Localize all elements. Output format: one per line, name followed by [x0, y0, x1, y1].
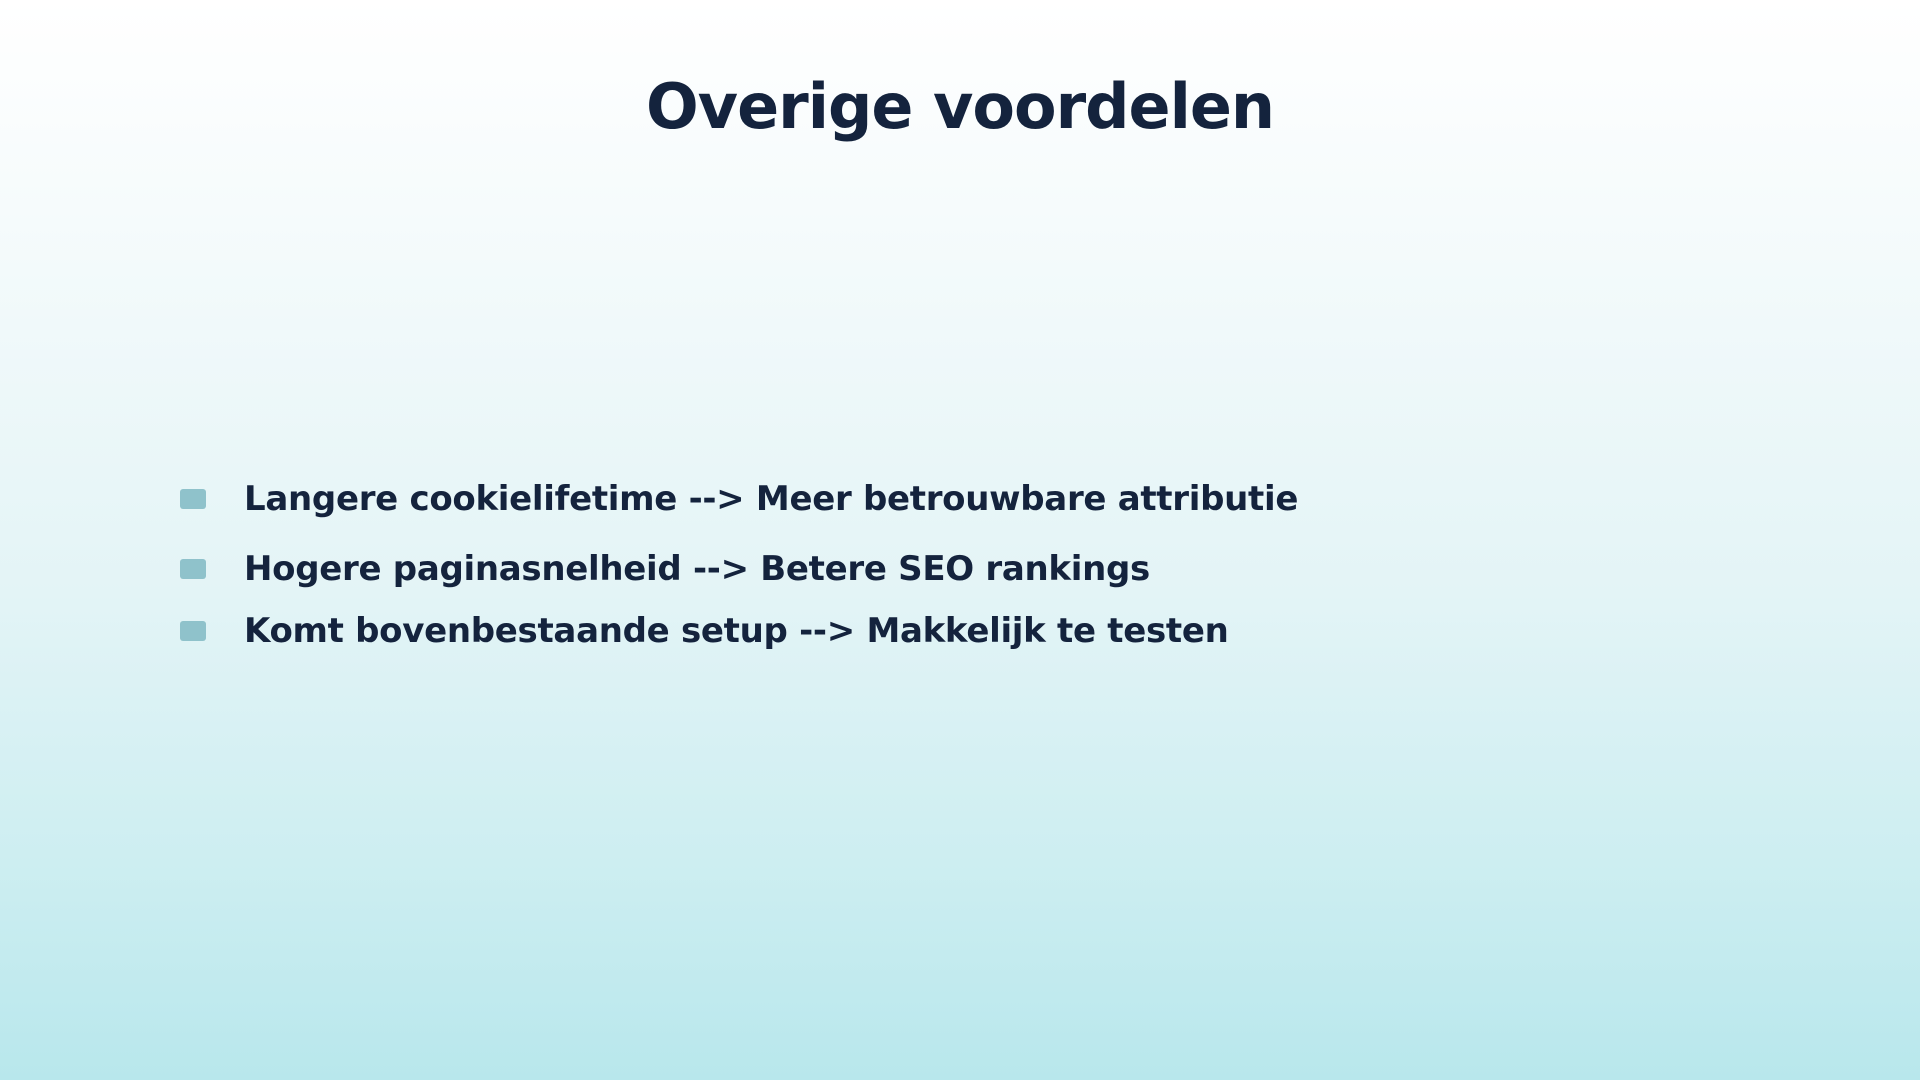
bullet-text: Langere cookielifetime --> Meer betrouwbare attributie	[244, 479, 1299, 519]
bullet-item	[180, 538, 1298, 600]
bullet-item	[180, 468, 1298, 530]
bullet-marker-icon	[180, 621, 206, 641]
bullet-text: Komt bovenbestaande setup --> Makkelijk te testen	[244, 611, 1229, 651]
bullet-text: Hogere paginasnelheid --> Betere SEO rankings	[244, 549, 1150, 589]
bullet-item	[180, 600, 1298, 662]
bullet-marker-icon	[180, 559, 206, 579]
bullet-marker-icon	[180, 489, 206, 509]
bullet-list	[180, 468, 1298, 662]
slide-title: Overige voordelen	[645, 70, 1275, 143]
